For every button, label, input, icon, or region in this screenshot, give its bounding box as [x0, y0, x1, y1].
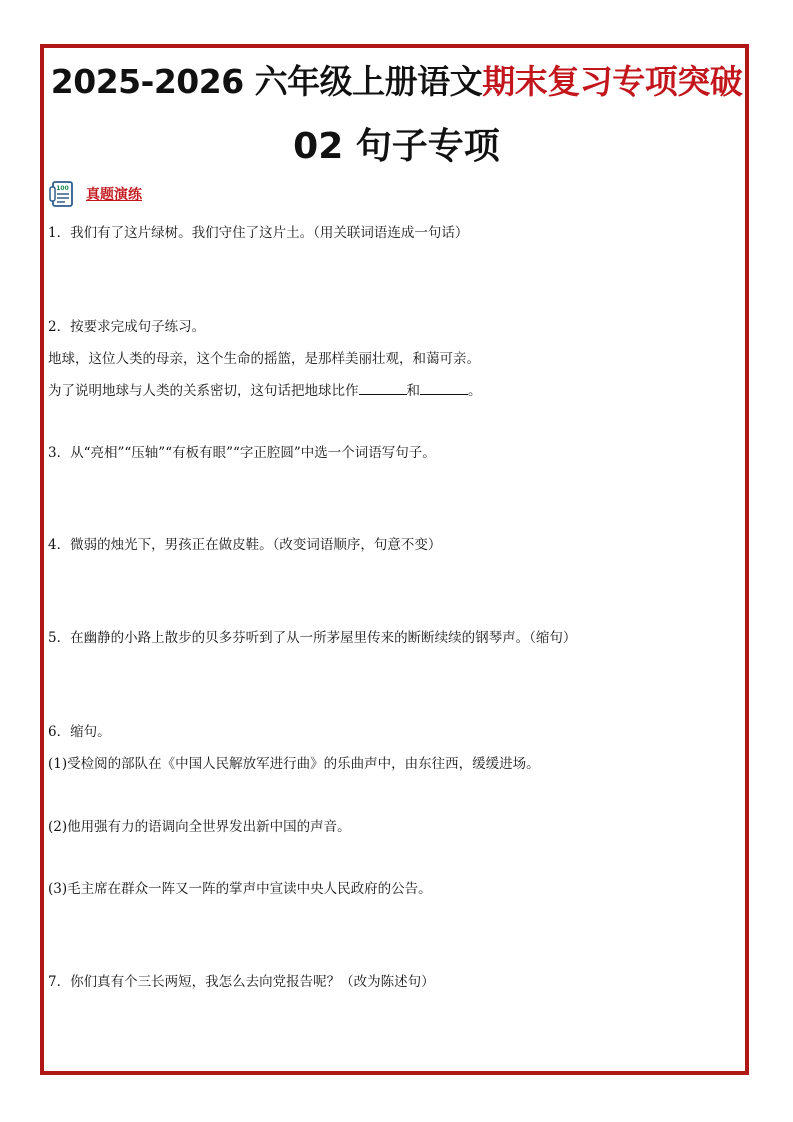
page-subtitle: 02 句子专项 — [293, 126, 500, 167]
question-7: 7．你们真有个三长两短，我怎么去向党报告呢？（改为陈述句） — [48, 974, 435, 990]
title-highlight: 期末复习专项突破 — [482, 62, 743, 101]
section-label: 真题演练 — [86, 187, 142, 203]
question-2-sentence: 地球，这位人类的母亲，这个生命的摇篮，是那样美丽壮观，和蔼可亲。 — [48, 351, 480, 367]
question-1: 1．我们有了这片绿树。我们守住了这片土。（用关联词语连成一句话） — [48, 225, 469, 241]
question-6-item-3: (3)毛主席在群众一阵又一阵的掌声中宣读中央人民政府的公告。 — [48, 881, 432, 897]
question-2-end: 。 — [468, 383, 482, 399]
question-4: 4．微弱的烛光下，男孩正在做皮鞋。（改变词语顺序，句意不变） — [48, 537, 442, 553]
question-5: 5．在幽静的小路上散步的贝多芬听到了从一所茅屋里传来的断断续续的钢琴声。（缩句） — [48, 630, 577, 646]
section-header — [48, 178, 142, 210]
icon-score-text: 100 — [56, 185, 69, 192]
question-2-prompt — [48, 379, 482, 399]
question-6-item-1: (1)受检阅的部队在《中国人民解放军进行曲》的乐曲声中，由东往西，缓缓进场。 — [48, 756, 540, 772]
answer-blank-2[interactable] — [420, 382, 468, 395]
question-6-head: 6．缩句。 — [48, 724, 111, 740]
question-3: 3．从“亮相”“压轴”“有板有眼”“字正腔圆”中选一个词语写句子。 — [48, 445, 436, 461]
question-2-and: 和 — [406, 383, 420, 399]
exam-paper-icon — [48, 180, 76, 208]
answer-blank-1[interactable] — [359, 382, 407, 395]
question-2-head: 2．按要求完成句子练习。 — [48, 319, 206, 335]
question-6-item-2: (2)他用强有力的语调向全世界发出新中国的声音。 — [48, 819, 351, 835]
page-border — [40, 44, 749, 1075]
question-2-prompt-text: 为了说明地球与人类的关系密切，这句话把地球比作 — [48, 383, 359, 399]
title-main: 2025-2026 六年级上册语文 — [50, 62, 483, 101]
page-title — [0, 56, 793, 103]
